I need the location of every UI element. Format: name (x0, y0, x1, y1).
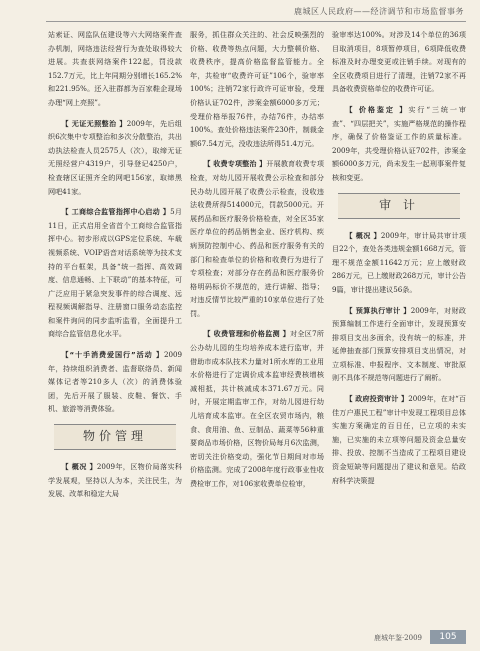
page-number: 105 (430, 630, 466, 644)
section-heading-audit: 审 计 (338, 193, 460, 219)
paragraph: 【 价格鉴定 】实行“三统一审查”、“四层把关”，实施严格规范的操作程序，确保了价格鉴证工作的质量标准。2009年，共受理价格认证702件，涉案金额6000多万元，尚未发生一起刑事案件复核和变更。 (332, 104, 466, 182)
entry-keyword: 【 价格鉴定 】 (345, 104, 409, 114)
paragraph: 站索证、网监队伍建设等六大网络案件查办机制，网络违法经营行为查处取得较大进展。共查获网络案件122起，罚没款152.7万元，比上年同期分别增长165.2%和221.95%。还入驻群都为百家鞋企现场办理“网上亮照”。 (48, 30, 182, 107)
paragraph: 【“十手消费爱国行”活动 】2009年，持续组织消费者、监督联络员、新闻媒体记者等210多人（次）的消费体验团，先后开展了服装、皮鞋、餐饮、手机、旅游等消费体验。 (48, 350, 182, 414)
section-heading-price: 物价管理 (54, 424, 176, 450)
publication-name: 鹿城年鉴·2009 (373, 634, 422, 642)
column-1 (48, 28, 182, 610)
paragraph: 【 政府投资审计 】2009年，在对“百佳万户惠民工程”审计中发现工程项目总体实施方案确定的百日任，已立项的未实施，已实施的未立项等问题及资金总量安排、投放、控制不当造成了工程项目建设资金短缺等问题提出了建议和意见。给政府科学决策提 (332, 394, 466, 485)
column-2 (190, 28, 324, 610)
entry-keyword: 【 预算执行审计 】 (345, 305, 411, 315)
paragraph: 验审率达100%。对涉及14个单位的36项目取消项目，8项暂停项目，6项降低收费标准及时办理变更或注销手续。对现有的全区收费项目进行了清理，注销72家不再具备收费资格单位的收费许可证。 (332, 30, 466, 94)
paragraph: 【 收费专项整治 】开展教育收费专项检查，对幼儿园开展收费公示检查和部分民办幼儿园开展了收费公示检查，没收违法收费所得514000元，罚款5000元。开展药品和医疗服务价格检查，对全区35家医疗单位的药品销售金业、医疗机构、疾病预防控制中心、药品和医疗服务有关的部门和检查单位的价格和收费行为进行了专项检查；对部分存在药品和医疗服务价格明码标价不规范的，进行讲解、指导；对违反情节比较严重的10家单位进行了处罚。 (190, 159, 324, 318)
paragraph: 服务，抓住群众关注的、社会反映强烈的价格、收费等热点问题，大力整顿价格、收费秩序，提高价格监督监管能力。全年，共检审“收费许可证”106个，验审率100%；注销72家行政许可证审验，受理价格认证702件，涉案金额6000多万元；受理价格举报76件，办结76件，办结率100%。查处价格违法案件230件，制裁金额67.54万元，没收违法所得51.4万元。 (190, 30, 324, 148)
header-rule (46, 21, 466, 22)
paragraph: 【 收费管理和价格监测 】对全区7所公办幼儿园的生均培养成本进行监审，并借助市成本队技术力量对1所水库的工业用水价格进行了定调价成本监审经费核增核减相抵，共计核减成本371.67万元。同时，开展定期监审工作，对幼儿园进行幼儿培育成本监审。在全区农贸市场内，粮食、食用油、鱼、豆制品、蔬菜等56种重要商品市场价格，区物价局每月6次监测，密切关注价格变动，强化节日期间对市场价格监测。完成了2008年度行政事业性收费检审工作，对106家收费单位检审， (190, 329, 324, 488)
paragraph: 【 无证无照整治 】2009年，先后组织6次集中专项整治和多次分散整治，共出动执法检查人员2575人（次），取缔无证无照经营户4319户，引导登记4250户，检查辖区证照齐全的网吧156家，取缔黑网吧41家。 (48, 118, 182, 196)
entry-keyword: 【 概况 】 (345, 230, 381, 240)
paragraph: 【 概况 】2009年，区物价局落实科学发展观，坚持以人为本，关注民生，为发展、改革和稳定大局 (48, 462, 182, 499)
paragraph: 【 概况 】2009年，审计局共审计项目22个，查处各类违规金额1668万元，管理不规范金额11642万元；应上缴财政286万元，已上缴财政268万元，审计公告9篇，审计提出建议56条。 (332, 230, 466, 294)
column-3 (332, 28, 466, 610)
page-footer (0, 628, 480, 651)
entry-keyword: 【 政府投资审计 】 (345, 394, 409, 404)
running-header: 鹿城区人民政府——经济调节和市场监督事务 (294, 7, 464, 16)
entry-keyword: 【 概况 】 (61, 462, 97, 472)
paragraph: 【 预算执行审计 】2009年，对财政预算编制工作进行全面审计，发现预算安排项目支出多面余，没有统一的标准，并延伸抽查部门预算安排项目支出情况，对立项标准、申报程序、文本制度、审批原则不具体不规范等问题进行了阐析。 (332, 305, 466, 383)
paragraph: 【 工商综合监管指挥中心启动 】5月11日，正式启用全省首个工商综合监管指挥中心。初步形成以GPS定位系统、车载视频系统、VOIP语音对话系统等为技术支持的平台框架，具备“统一指挥、高效调度、信息通畅、上下联动”的基本特征，可广泛应用于紧急突发事件的综合调度、远程视频调解指导、注册窗口服务动态监控和案件询问的同步监听监看，全面提升工商综合监管信息化水平。 (48, 207, 182, 339)
entry-keyword: 【“十手消费爱国行”活动 】 (61, 350, 164, 360)
page-header (0, 0, 480, 24)
entry-keyword: 【 工商综合监管指挥中心启动 】 (61, 207, 171, 217)
entry-keyword: 【 收费管理和价格监测 】 (203, 329, 291, 339)
entry-keyword: 【 无证无照整治 】 (61, 118, 127, 128)
entry-keyword: 【 收费专项整治 】 (203, 159, 267, 169)
body-columns (48, 28, 466, 610)
